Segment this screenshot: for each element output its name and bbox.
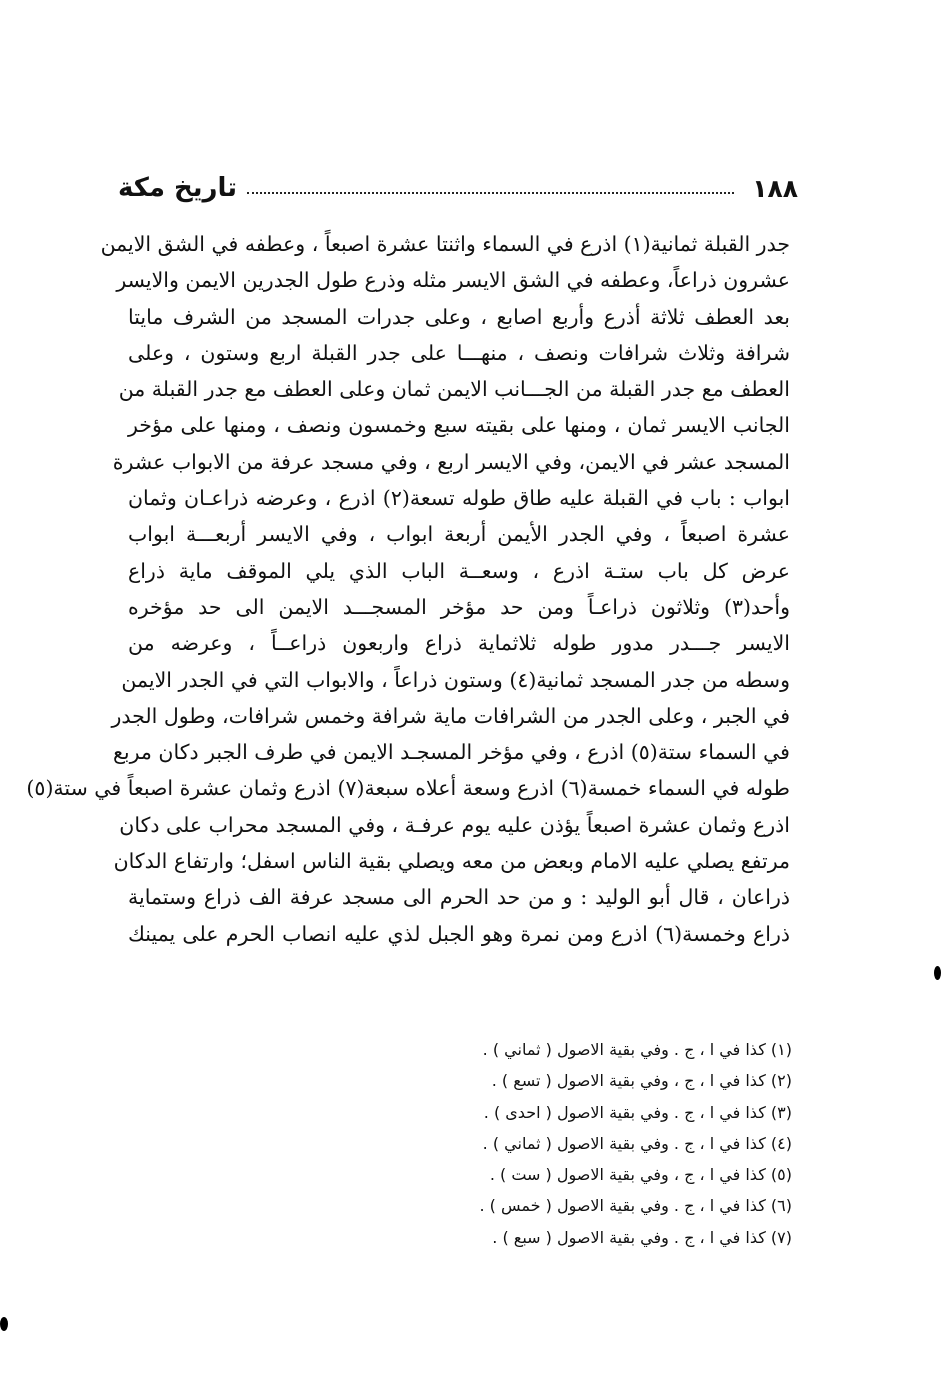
text-line: جدر القبلة ثمانية(١) اذرع في السماء واثنتا عشرة اصبعاً ، وعطفه في الشق الايمن: [100, 232, 790, 256]
text-line: اذرع وثمان عشرة اصبعاً يؤذن عليه يوم عرفـة ، وفي المسجد محراب على دكان: [119, 812, 790, 837]
text-line: في السماء ستة(٥) اذرع ، وفي مؤخر المسجـد الايمن في طرف الجبر دكان مربع: [112, 740, 790, 765]
text-line: وسطه من جدر المسجد ثمانية(٤) وستون ذراعاً ، والابواب التي في الجدر الايمن: [121, 667, 790, 692]
footnotes: [410, 1034, 792, 1253]
text-line: العطف مع جدر القبلة من الجـــانب الايمن ثمان وعلى العطف مع جدر القبلة من: [118, 377, 790, 402]
text-line: عشرون ذراعاً، وعطفه في الشق الايسر مثله وذرع طول الجدرين الايمن والايسر: [116, 268, 790, 293]
text-line: ذراع وخمسة(٦) اذرع ومن نمرة وهو الجبل لذي عليه انصاب الحرم على يمينك: [128, 921, 790, 946]
text-line: شرافة وثلاث شرافات ونصف ، منهـــا على جدر القبلة اربع وستون ، وعلى: [128, 340, 790, 365]
text-line: في الجبر ، وعلى الجدر من الشرافات ماية شرافة وخمس شرافات، وطول الجدر: [111, 703, 790, 728]
scan-speck: [0, 1317, 8, 1331]
text-line: عرض كل باب ستـة اذرع ، وسعــة الباب الذي يلي الموقف ماية ذراع: [128, 558, 790, 583]
footnote: (٦) كذا في ا ، ج . وفي بقية الاصول ( خمس ) .: [479, 1196, 792, 1216]
footnote: (٥) كذا في ا ، ج ، وفي بقية الاصول ( ست ) .: [489, 1165, 792, 1185]
footnote: (٢) كذا في ا ، ج ، وفي بقية الاصول ( تسع ) .: [491, 1071, 792, 1091]
text-line: الايسر جـــدر مدور طوله ثلاثماية ذراع واربعون ذراعــاً ، وعرضه من: [128, 631, 790, 656]
text-line: عشرة اصبعاً ، وفي الجدر الأيمن أربعة ابواب ، وفي الايسر أربعـــة ابواب: [128, 522, 790, 547]
text-line: طوله في السماء خمسة(٦) اذرع وسعة أعلاه سبعة(٧) اذرع وثمان عشرة اصبعاً في ستة(٥): [26, 776, 790, 801]
header-dotted-rule: [247, 192, 734, 194]
main-text: [26, 226, 790, 952]
text-line: ذراعان ، قال أبو الوليد : و من حد الحرم الى مسجد عرفة الف ذراع وستماية: [128, 885, 790, 910]
page-number: ١٨٨: [752, 173, 798, 203]
text-line: مرتفع يصلي عليه الامام وبعض من معه ويصلي بقية الناس اسفل؛ وارتفاع الدكان: [113, 849, 790, 874]
text-line: وأحد(٣) وثلاثون ذراعـاً ومن حد مؤخر المسجـــد الايمن الى حد مؤخره: [128, 594, 790, 619]
running-header: [118, 168, 798, 208]
scan-speck: [934, 966, 941, 980]
footnote: (٧) كذا في ا ، ج . وفي بقية الاصول ( سبع ) .: [492, 1227, 792, 1247]
book-title: تاريخ مكة: [118, 173, 238, 203]
footnote: (٤) كذا في ا ، ج . وفي بقية الاصول ( ثماني ) .: [482, 1133, 792, 1153]
text-line: الجانب الايسر ثمان ، ومنها على بقيته سبع وخمسون ونصف ، ومنها على مؤخر: [128, 413, 790, 438]
footnote: (٣) كذا في ا ، ج . وفي بقية الاصول ( احدى ) .: [483, 1102, 792, 1122]
text-line: بعد العطف ثلاثة أذرع وأربع اصابع ، وعلى جدرات المسجد من الشرف مايتا: [128, 304, 790, 329]
footnote: (١) كذا في ا ، ج . وفي بقية الاصول ( ثماني ) .: [482, 1040, 792, 1059]
text-line: المسجد عشر في الايمن، وفي الايسر اربع ، وفي مسجد عرفة من الابواب عشرة: [112, 449, 790, 474]
text-line: ابواب : باب في القبلة عليه طاق طوله تسعة(٢) اذرع ، وعرضه ذراعـان وثمان: [128, 486, 790, 511]
